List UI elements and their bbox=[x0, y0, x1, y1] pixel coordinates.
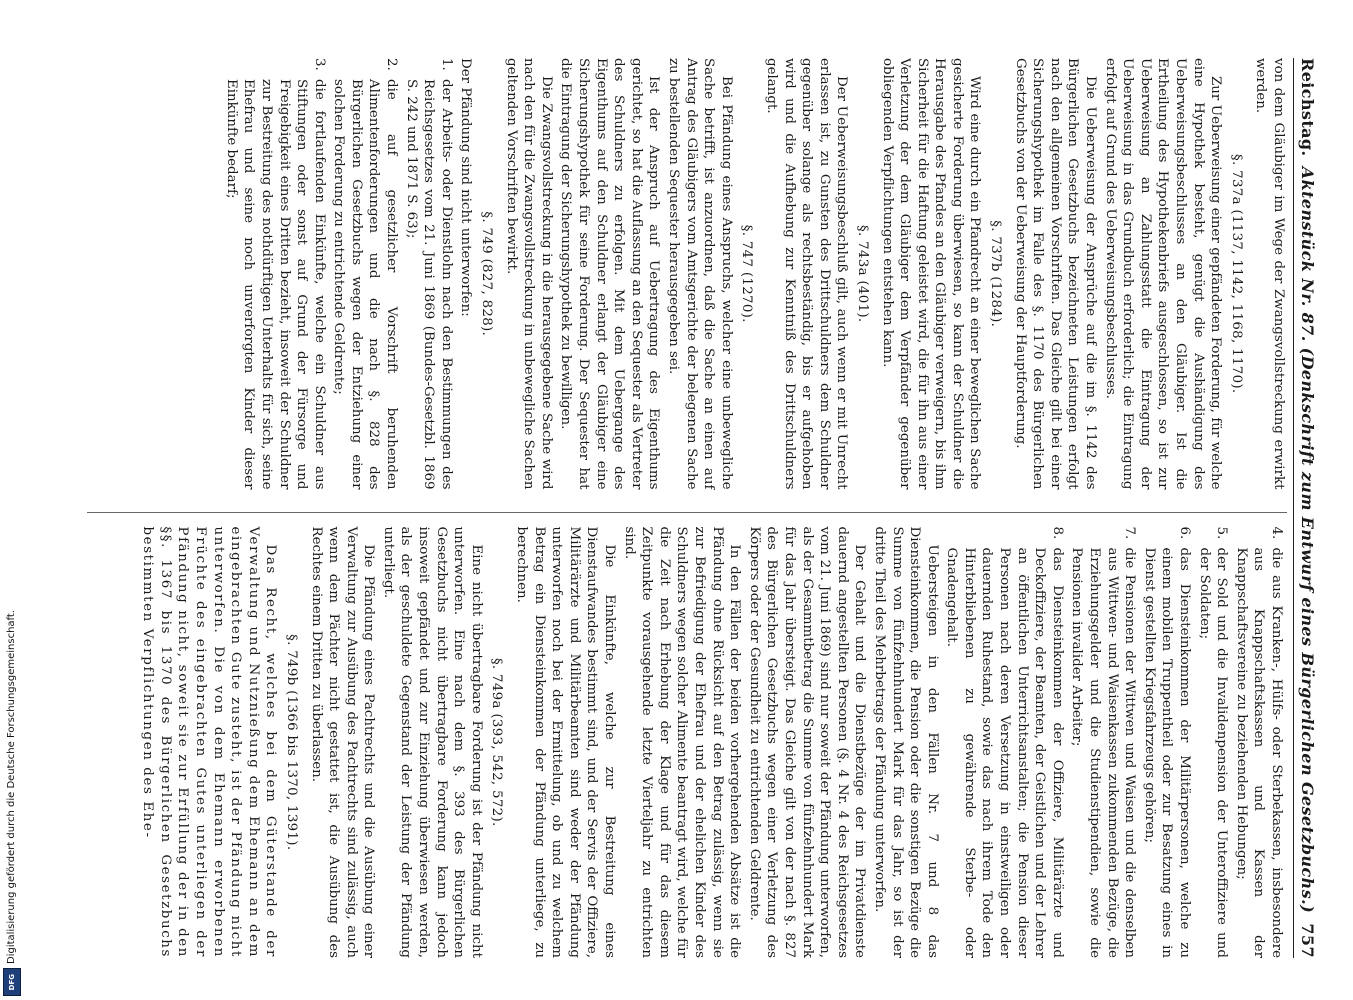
paragraph: Der Ueberweisungsbeschluß gilt, auch wenn er mit Unrecht erlassen ist, zu Gunsten des Drittschuldners dem Schuldner gegenüber solange als rechtsbeständig, bis er aufgehoben wird und die Aufhebung zur Kenntniß des Drittschuldners gelangt. bbox=[763, 58, 850, 490]
list-number: 2. bbox=[384, 58, 400, 71]
list-item bbox=[402, 58, 455, 490]
list-item bbox=[1232, 527, 1285, 959]
list-number: 7. bbox=[1122, 526, 1138, 540]
header-left: Reichstag. bbox=[1298, 58, 1317, 157]
list-text: die fortlaufenden Einkünfte, welche ein Schuldner aus Stiftungen oder sonst auf Grund der Fürsorge und Freigebigkeit eines Dritten bezieht, insoweit der Schuldner zur Bestreitung des nothdürftigen Unterhalts für sich, seine Ehefrau und seine noch unverforgten Kinder dieser Einkünfte bedarf; bbox=[223, 79, 327, 490]
list-number: 3. bbox=[311, 58, 327, 71]
text-columns bbox=[87, 58, 1287, 958]
section-heading: §. 737a (1137, 1142, 1168, 1170). bbox=[1228, 154, 1244, 394]
list-number: 8. bbox=[1049, 526, 1065, 540]
list-number: 5. bbox=[1214, 526, 1230, 540]
list-item bbox=[1140, 527, 1193, 959]
section-heading: §. 749a (393, 542, 572). bbox=[489, 657, 505, 827]
left-column bbox=[87, 58, 1287, 490]
exemption-list-continued bbox=[943, 527, 1285, 959]
header-title: Aktenstück Nr. 87. (Denkschrift zum Entwurf eines Bürgerlichen Gesetzbuchs.) bbox=[1298, 166, 1317, 914]
list-number: 4. bbox=[1269, 526, 1284, 540]
paragraph: Das Recht, welches bei dem Güterstande der Verwaltung und Nutznießung dem Ehemann an dem eingebrachten Gute zusteht, ist der Pfändung nicht unterworfen. Die von dem Ehemann erworbenen Früchte des eingebrachten Gutes unterliegen der Pfändung nicht, soweit sie zur Erfüllung der in den §§. 1367 bis 1370 des Bürgerlichen Gesetzbuchs bestimmten Verpflichtungen des Ehe- bbox=[140, 526, 279, 958]
section-heading: §. 749b (1366 bis 1370, 1391). bbox=[283, 634, 299, 851]
paragraph: In den Fällen der beiden vorhergehenden Absätze ist die Pfändung ohne Rücksicht auf den Betrag zulässig, wenn sie zur Befriedigung der Ehefrau und der ehelichen Kinder des Schuldners wegen solcher Alimente beantragt wird, welche für die Zeit nach Erhebung der Klage und für das diesem Zeitpunkte vorausgehende letzte Vierteljahr zu entrichten sind. bbox=[621, 526, 743, 958]
paragraph: Wird eine durch ein Pfandrecht an einer beweglichen Sache gesicherte Forderung überwiesen, so kann der Schuldner die Herausgabe des Pfandes an den Gläubiger verweigern, bis ihm Sicherheit für die Haftung geleistet wird, die für ihn aus einer Verletzung der dem Gläubiger dem Verpfänder gegenüber obliegenden Verpflichtungen entstehen kann. bbox=[879, 58, 983, 490]
paragraph: Uebersteigen in den Fällen Nr. 7 und 8 das Diensteinkommen, die Pension oder die sonstigen Bezüge die Summe von fünfzehnhundert Mark für das Jahr, so ist der dritte Theil des Mehrbetrags der Pfändung unterworfen. bbox=[871, 526, 940, 958]
list-text: die Pensionen der Wittwen und Waisen und die denselben aus Wittwen- und Waisenkassen zukommenden Bezüge, die Erziehungsgelder und die Studienstipendien, sowie die Pensionen invalider Arbeiter; bbox=[1069, 547, 1138, 958]
paragraph: Zur Ueberweisung einer gepfändeten Forderung, für welche eine Hypothek besteht, genügt die Aushändigung des Ueberweisungsbeschlusses an den Gläubiger. Ist die Ertheilung des Hypothekenbriefs ausgeschlossen, so ist zur Ueberweisung an Zahlungsstatt die Eintragung der Ueberweisung in das Grundbuch erforderlich; die Eintragung erfolgt auf Grund des Ueberweisungsbeschlusses. bbox=[1102, 58, 1224, 490]
list-text: das Diensteinkommen der Offiziere, Militärärzte und Deckoffiziere, der Beamten, der Geistlichen und der Lehrer an öffentlichen Unterrichtsanstalten; die Pension dieser Personen nach deren Versetzung in einstweiligen oder dauernden Ruhestand, sowie das nach ihrem Tode den Hinterbliebenen zu gewährende Sterbe- oder Gnadengehalt. bbox=[944, 547, 1065, 958]
paragraph: Die Ueberweisung der Ansprüche auf die im §. 1142 des Bürgerlichen Gesetzbuchs bezeichneten Leistungen erfolgt nach den allgemeinen Vorschriften. Das Gleiche gilt bei einer Sicherungshypothek im Falle des §. 1170 des Bürgerlichen Gesetzbuchs von der Ueberweisung der Hauptforderung. bbox=[1012, 58, 1099, 490]
section-heading: §. 743a (401). bbox=[854, 225, 870, 323]
paragraph: Die Zwangsvollstreckung in die herausgegebene Sache wird nach den für die Zwangsvollstreckung in unbewegliche Sachen geltenden Vorschriften bewirkt. bbox=[503, 58, 554, 490]
paragraph: Die Pfändung eines Pachtrechts und die Ausübung einer Verwaltung zur Ausübung des Pachtrechts sind zulässig, auch wenn dem Pächter nicht gestattet ist, die Ausübung des Rechtes einem Dritten zu überlassen. bbox=[308, 526, 377, 958]
list-text: die auf gesetzlicher Vorschrift beruhenden Alimentenforderungen und die nach §. 828 des Bürgerlichen Gesetzbuchs wegen der Entziehung einer solchen Forderung zu entrichtende Geldrente; bbox=[331, 79, 400, 490]
list-text: das Diensteinkommen der Militärpersonen, welche zu einem mobilen Truppentheil oder zur Besatzung eines in Dienst gestellten Kriegsfahrzeugs gehören; bbox=[1141, 547, 1193, 958]
list-item bbox=[1068, 527, 1138, 959]
list-item bbox=[330, 58, 400, 490]
page-number: 757 bbox=[1298, 923, 1317, 958]
paragraph: Der Gehalt und die Dienstbezüge der im Privatdienste dauernd angestellten Personen (§. 4 Nr. 4 des Reichsgesetzes vom 21. Juni 1869) sind nur soweit der Pfändung unterworfen, als der Gesammtbetrag die Summe von fünfzehnhundert Mark für das Jahr übersteigt. Das Gleiche gilt von der nach §. 827 des Bürgerlichen Gesetzbuchs wegen einer Verletzung des Körpers oder der Gesundheit zu entrichtenden Geldrente. bbox=[746, 526, 868, 958]
right-column bbox=[87, 512, 1287, 959]
list-number: 6. bbox=[1177, 526, 1193, 540]
digitization-credit: Digitalisierung gefördert durch die Deutsche Forschungsgemeinschaft. bbox=[5, 609, 17, 964]
list-text: der Sold und die Invalidenpension der Unteroffiziere und der Soldaten; bbox=[1196, 547, 1230, 958]
list-item bbox=[1195, 527, 1230, 959]
page-header bbox=[1293, 58, 1317, 958]
paragraph: von dem Gläubiger im Wege der Zwangsvollstreckung erwirkt werden. bbox=[1253, 58, 1286, 490]
section-heading: §. 747 (1270). bbox=[739, 224, 755, 323]
list-text: der Arbeits- oder Dienstlohn nach den Bestimmungen des Reichsgesetzes vom 21. Juni 1869 (Bundes-Gesetzbl. 1869 S. 242 und 1871 S. 63); bbox=[403, 79, 454, 490]
paragraph: Die Einkünfte, welche zur Bestreitung eines Dienstaufwandes bestimmt sind, und der Servis der Offiziere, Militärärzte und Militärbeamten sind weder der Pfändung unterworfen noch bei der Ermittelung, ob und zu welchem Betrag ein Diensteinkommen der Pfändung unterliege, zu berechnen. bbox=[514, 526, 618, 958]
list-item bbox=[943, 527, 1066, 959]
paragraph: Eine nicht übertragbare Forderung ist der Pfändung nicht unterworfen. Eine nach dem §. 393 des Bürgerlichen Gesetzbuchs nicht übertragbare Forderung kann jedoch insoweit gepfändet und zur Einziehung überwiesen werden, als der geschuldete Gegenstand der Leistung der Pfändung unterliegt. bbox=[380, 526, 484, 958]
list-number: 1. bbox=[438, 58, 454, 71]
list-text: die aus Kranken-, Hülfs- oder Sterbekassen, insbesondere aus Knappschaftskassen und Kassen der Knappschaftsvereine zu beziehenden Hebungen; bbox=[1233, 547, 1284, 958]
section-heading: §. 737b (1284). bbox=[988, 220, 1004, 328]
exemption-list bbox=[222, 58, 455, 490]
paragraph: Ist der Anspruch auf Uebertragung des Eigenthums gerichtet, so hat die Auflassung an den Sequester als Vertreter des Schuldners zu erfolgen. Mit dem Uebergange des Eigenthums auf den Schuldner erlangt der Gläubiger eine Sicherungshypothek für seine Forderung. Der Sequester hat die Eintragung der Sicherungshypothek zu bewilligen. bbox=[558, 58, 662, 490]
paragraph: Der Pfändung sind nicht unterworfen: bbox=[458, 58, 474, 317]
paragraph: Bei Pfändung eines Anspruchs, welcher eine unbewegliche Sache betrifft, ist anzuordnen, daß die Sache an einen auf Antrag des Gläubigers vom Amtsgerichte der belegenen Sache zu bestellenden Sequester herausgegeben sei. bbox=[666, 58, 734, 490]
section-heading: §. 749 (827, 828). bbox=[479, 211, 495, 337]
dfg-logo-text: DFG bbox=[8, 973, 16, 991]
list-item bbox=[222, 58, 328, 490]
